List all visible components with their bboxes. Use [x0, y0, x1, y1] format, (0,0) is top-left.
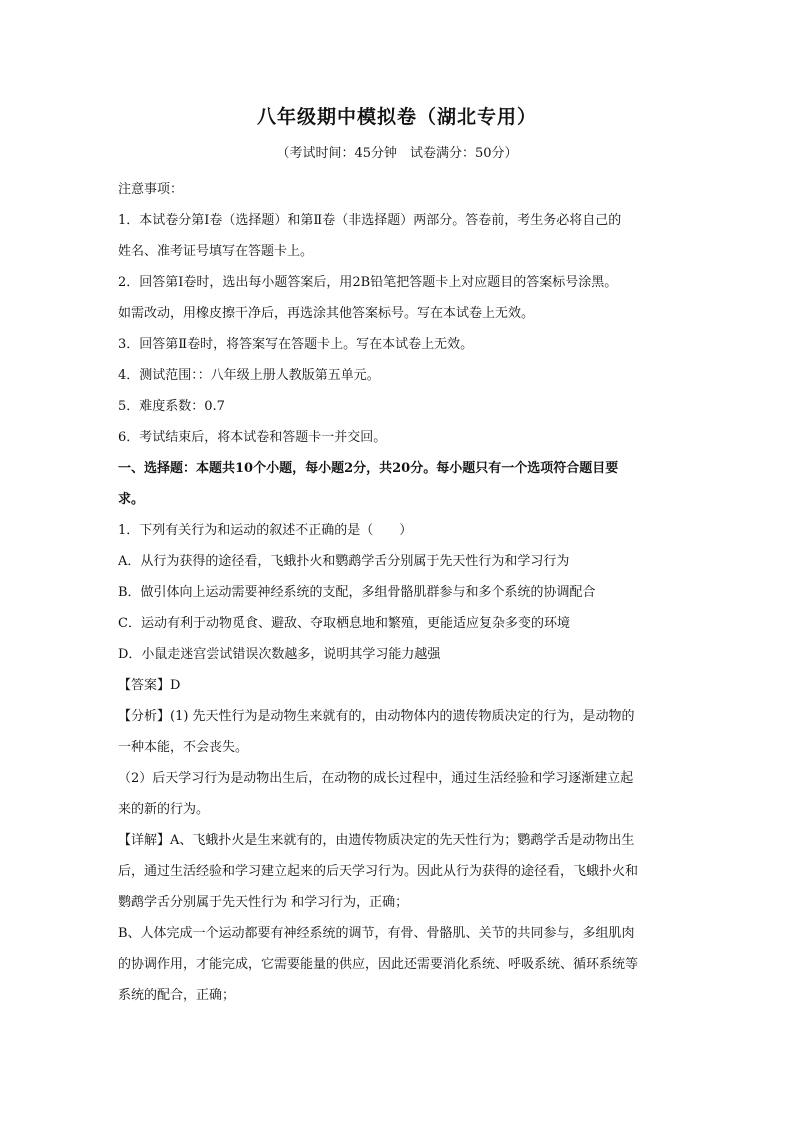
analysis-line: 一种本能，不会丧失。 [118, 740, 249, 755]
notice-line: 3．回答第Ⅱ卷时，将答案写在答题卡上。写在本试卷上无效。 [118, 337, 474, 352]
detail-line: 鹦鹉学舌分别属于先天性行为 和学习行为，正确； [118, 895, 409, 910]
notice-line: 5．难度系数：0.7 [118, 399, 225, 414]
notice-line: 2．回答第Ⅰ卷时，选出每小题答案后，用2B铅笔把答题卡上对应题目的答案标号涂黑。 [118, 275, 618, 290]
detail-line: B、人体完成一个运动都要有神经系统的调节，有骨、骨骼肌、关节的共同参与，多组肌肉 [118, 926, 635, 941]
notice-line: 姓名、准考证号填写在答题卡上。 [118, 244, 314, 259]
notice-line: 4．测试范围：：八年级上册人教版第五单元。 [118, 368, 380, 383]
notice-heading: 注意事项： [118, 182, 184, 197]
notice-line: 1．本试卷分第Ⅰ卷（选择题）和第Ⅱ卷（非选择题）两部分。答卷前，考生务必将自己的 [118, 213, 622, 228]
page-title: 八年级期中模拟卷（湖北专用） [256, 106, 537, 128]
option-a: A．从行为获得的途径看，飞蛾扑火和鹦鹉学舌分别属于先天性行为和学习行为 [118, 554, 570, 569]
notice-line: 6．考试结束后，将本试卷和答题卡一并交回。 [118, 430, 387, 445]
exam-info: （考试时间：45分钟 试卷满分：50分） [276, 146, 518, 161]
notice-list [118, 205, 682, 453]
section-heading [118, 453, 682, 515]
analysis-line: （2）后天学习行为是动物出生后，在动物的成长过程中，通过生活经验和学习逐渐建立起 [118, 771, 634, 786]
detail-line: 系统的配合，正确； [118, 988, 236, 1003]
option-d: D．小鼠走迷宫尝试错误次数越多，说明其学习能力越强 [118, 647, 441, 662]
analysis-line: 【分析】(1) 先天性行为是动物生来就有的，由动物体内的遗传物质决定的行为，是动物的 [118, 709, 635, 724]
document-body [118, 174, 682, 1011]
option-b: B．做引体向上运动需要神经系统的支配，多组骨骼肌群参与和多个系统的协调配合 [118, 585, 596, 600]
analysis-line: 来的新的行为。 [118, 802, 210, 817]
detail-line: 的协调作用，才能完成，它需要能量的供应，因此还需要消化系统、呼吸系统、循环系统等 [118, 957, 639, 972]
notice-line: 如需改动，用橡皮擦干净后，再选涂其他答案标号。写在本试卷上无效。 [118, 306, 535, 321]
option-c: C．运动有利于动物觅食、避敌、夺取栖息地和繁殖，更能适应复杂多变的环境 [118, 616, 570, 631]
analysis [118, 701, 682, 825]
question-stem: 1．下列有关行为和运动的叙述不正确的是（ ） [118, 523, 413, 538]
detail-line: 后，通过生活经验和学习建立起来的后天学习行为。因此从行为获得的途径看，飞蛾扑火和 [118, 864, 639, 879]
section-heading-line: 一、选择题：本题共10个小题，每小题2分，共20分。每小题只有一个选项符合题目要 [118, 461, 619, 476]
detail-line: 【详解】A、飞蛾扑火是生来就有的，由遗传物质决定的先天性行为；鹦鹉学舌是动物出生 [118, 833, 635, 848]
answer: 【答案】D [118, 678, 181, 693]
detail [118, 825, 682, 1011]
section-heading-line: 求。 [118, 492, 145, 507]
question-block [118, 515, 682, 1011]
